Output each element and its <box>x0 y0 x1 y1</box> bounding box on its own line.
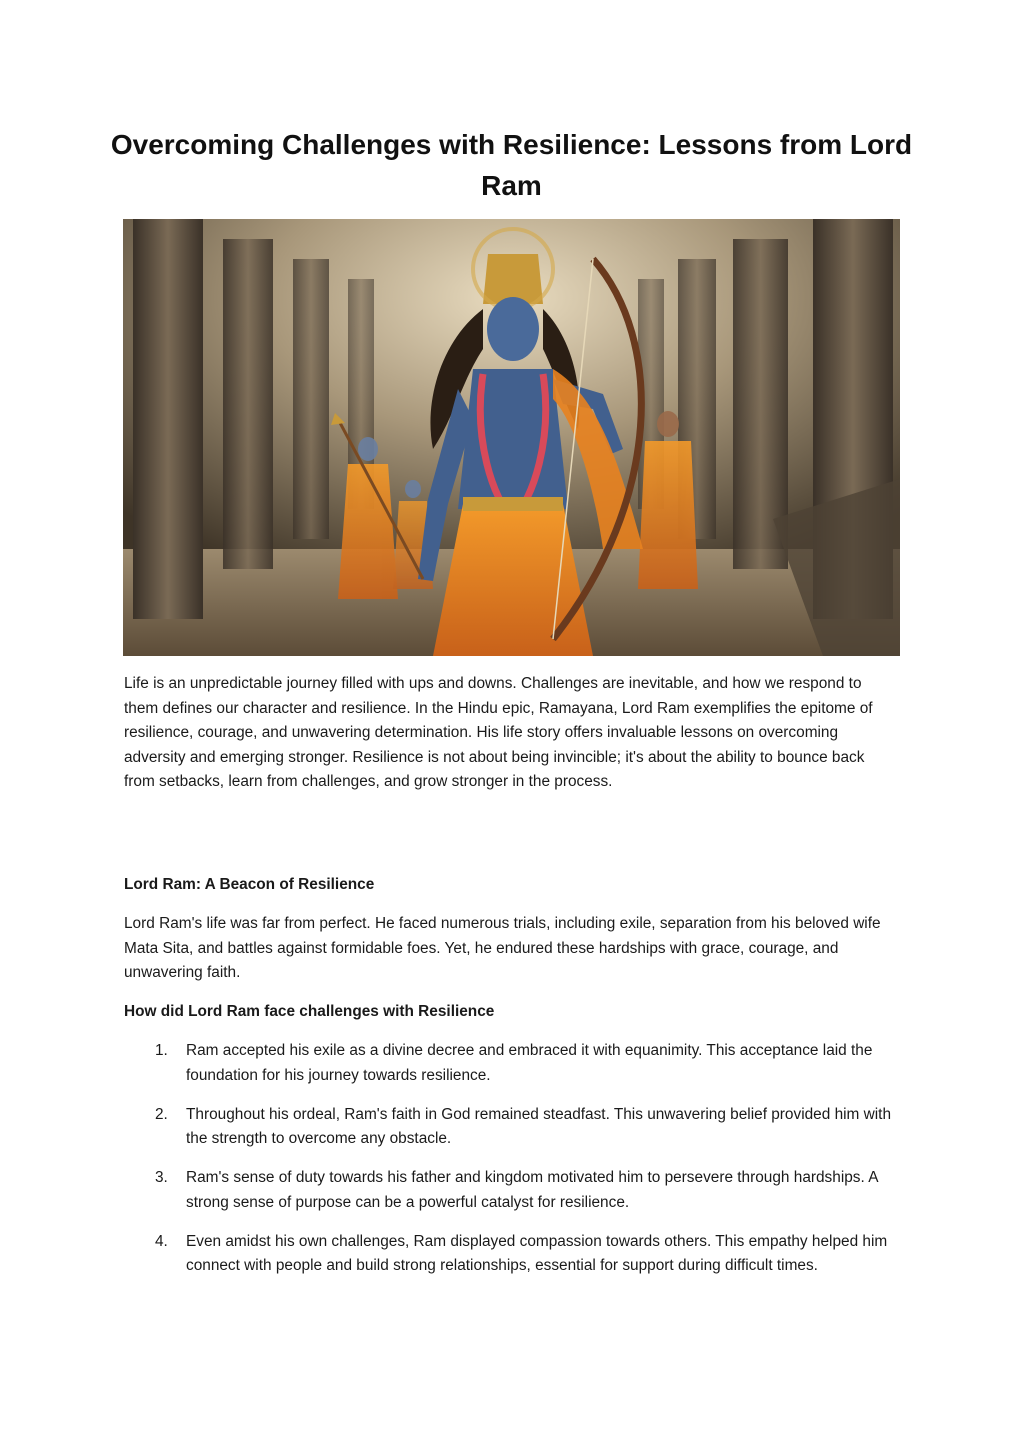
list-item-number: 3. <box>155 1169 168 1187</box>
list-item-text: Even amidst his own challenges, Ram displayed compassion towards others. This empathy helped him connect with people and build strong relationships, essential for support during difficult times. <box>186 1232 888 1275</box>
page-title: Overcoming Challenges with Resilience: Lessons from Lord Ram <box>110 129 913 201</box>
list-item-number: 2. <box>155 1105 168 1123</box>
list-item-number: 1. <box>155 1042 168 1059</box>
section-heading-challenges: How did Lord Ram face challenges with Resilience <box>124 1003 495 1020</box>
list-item-text: Ram's sense of duty towards his father and kingdom motivated him to persevere through hardships. A strong sense of purpose can be a powerful catalyst for resilience. <box>186 1169 878 1211</box>
section-paragraph-beacon: Lord Ram's life was far from perfect. He faced numerous trials, including exile, separation from his beloved wife Mata Sita, and battles against formidable foes. Yet, he endured these hardships with grace, courage, and unwavering faith. <box>124 915 881 982</box>
list-item <box>124 1230 894 1279</box>
section-heading-beacon: Lord Ram: A Beacon of Resilience <box>124 876 375 893</box>
list-item <box>124 1166 894 1215</box>
list-item <box>124 1103 894 1152</box>
list-item-text: Ram accepted his exile as a divine decree and embraced it with equanimity. This acceptance laid the foundation for his journey towards resilience. <box>186 1042 873 1084</box>
lord-ram-illustration <box>123 219 900 656</box>
list-item <box>124 1039 894 1088</box>
list-item-text: Throughout his ordeal, Ram's faith in God remained steadfast. This unwavering belief provided him with the strength to overcome any obstacle. <box>186 1105 892 1148</box>
challenges-list <box>124 1039 894 1293</box>
intro-paragraph: Life is an unpredictable journey filled with ups and downs. Challenges are inevitable, and how we respond to them defines our character and resilience. In the Hindu epic, Ramayana, Lord Ram exemplifies the epitome of resilience, courage, and unwavering determination. His life story offers invaluable lessons on overcoming adversity and emerging stronger. Resilience is not about being invincible; it's about the ability to bounce back from setbacks, learn from challenges, and grow stronger in the process. <box>124 675 873 791</box>
list-item-number: 4. <box>155 1232 168 1250</box>
